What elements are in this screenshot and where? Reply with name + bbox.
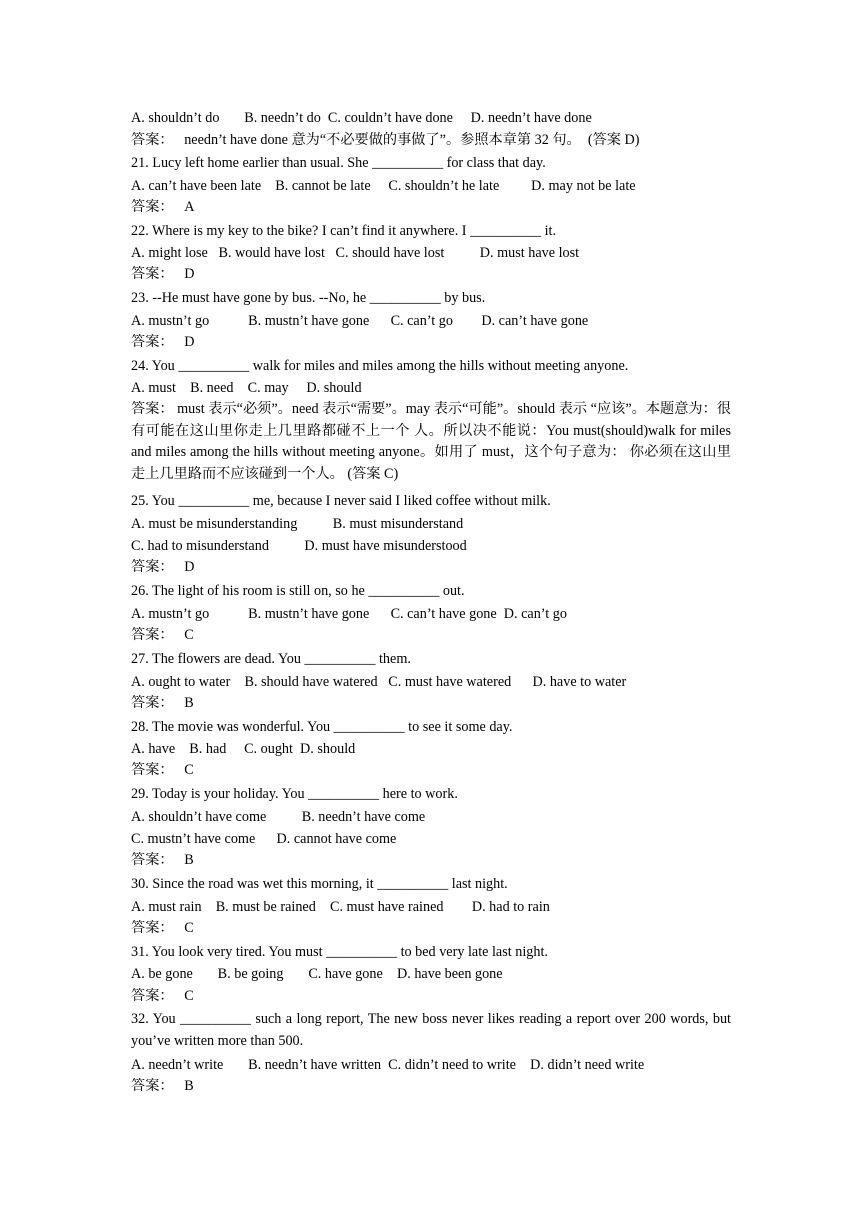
options-29b: C. mustn’t have come D. cannot have come — [131, 831, 397, 847]
answer-30: 答案： C — [131, 920, 194, 936]
answer-29: 答案： B — [131, 852, 194, 868]
options-31: A. be gone B. be going C. have gone D. have been gone — [131, 966, 503, 982]
answer-21: 答案： A — [131, 199, 195, 215]
answer-26: 答案： C — [131, 627, 194, 643]
question-21: 21. Lucy left home earlier than usual. She __________ for class that day. — [131, 155, 546, 171]
options-32: A. needn’t write B. needn’t have written C. didn’t need to write D. didn’t need write — [131, 1057, 645, 1073]
options-30: A. must rain B. must be rained C. must have rained D. had to rain — [131, 899, 550, 915]
answer-27: 答案： B — [131, 695, 194, 711]
options-21: A. can’t have been late B. cannot be late C. shouldn’t he late D. may not be late — [131, 178, 636, 194]
options-28: A. have B. had C. ought D. should — [131, 741, 356, 757]
answer-23: 答案： D — [131, 334, 195, 350]
question-27: 27. The flowers are dead. You __________ them. — [131, 651, 411, 667]
answer-24-explanation: 答案： must 表示“必须”。need 表示“需要”。may 表示“可能”。should 表示 “应该”。本题意为：很有可能在这山里你走上几里路都碰不上一个 人。所以决不能说：You must(should)walk for miles and miles among the hills without meeting anyone。如用了 must，这个句子意为： 你必须在这山里走上几里路而不应该碰到一个人。 (答案 C) — [131, 401, 731, 482]
answer-31: 答案： C — [131, 988, 194, 1004]
options-line: A. shouldn’t do B. needn’t do C. couldn’t have done D. needn’t have done — [131, 110, 592, 126]
options-24: A. must B. need C. may D. should — [131, 380, 362, 396]
answer-32: 答案： B — [131, 1078, 194, 1094]
answer-line: 答案： needn’t have done 意为“不必要做的事做了”。参照本章第 32 句。 (答案 D) — [131, 132, 640, 148]
options-22: A. might lose B. would have lost C. should have lost D. must have lost — [131, 245, 580, 261]
options-23: A. mustn’t go B. mustn’t have gone C. can’t go D. can’t have gone — [131, 313, 589, 329]
question-25: 25. You __________ me, because I never said I liked coffee without milk. — [131, 493, 551, 509]
answer-22: 答案： D — [131, 266, 195, 282]
answer-28: 答案： C — [131, 762, 194, 778]
question-24: 24. You __________ walk for miles and miles among the hills without meeting anyone. — [131, 358, 629, 374]
question-26: 26. The light of his room is still on, so he __________ out. — [131, 583, 465, 599]
options-29a: A. shouldn’t have come B. needn’t have come — [131, 809, 426, 825]
question-30: 30. Since the road was wet this morning, it __________ last night. — [131, 876, 508, 892]
question-22: 22. Where is my key to the bike? I can’t find it anywhere. I __________ it. — [131, 223, 556, 239]
question-29: 29. Today is your holiday. You __________ here to work. — [131, 786, 458, 802]
options-25b: C. had to misunderstand D. must have misunderstood — [131, 538, 467, 554]
options-25a: A. must be misunderstanding B. must misunderstand — [131, 516, 464, 532]
question-31: 31. You look very tired. You must __________ to bed very late last night. — [131, 944, 548, 960]
options-27: A. ought to water B. should have watered C. must have watered D. have to water — [131, 674, 627, 690]
answer-25: 答案： D — [131, 559, 195, 575]
question-28: 28. The movie was wonderful. You __________ to see it some day. — [131, 719, 513, 735]
options-26: A. mustn’t go B. mustn’t have gone C. can’t have gone D. can’t go — [131, 606, 567, 622]
question-32: 32. You __________ such a long report, The new boss never likes reading a report over 200 words, but you’ve written more than 500. — [131, 1011, 731, 1049]
question-23: 23. --He must have gone by bus. --No, he __________ by bus. — [131, 290, 486, 306]
